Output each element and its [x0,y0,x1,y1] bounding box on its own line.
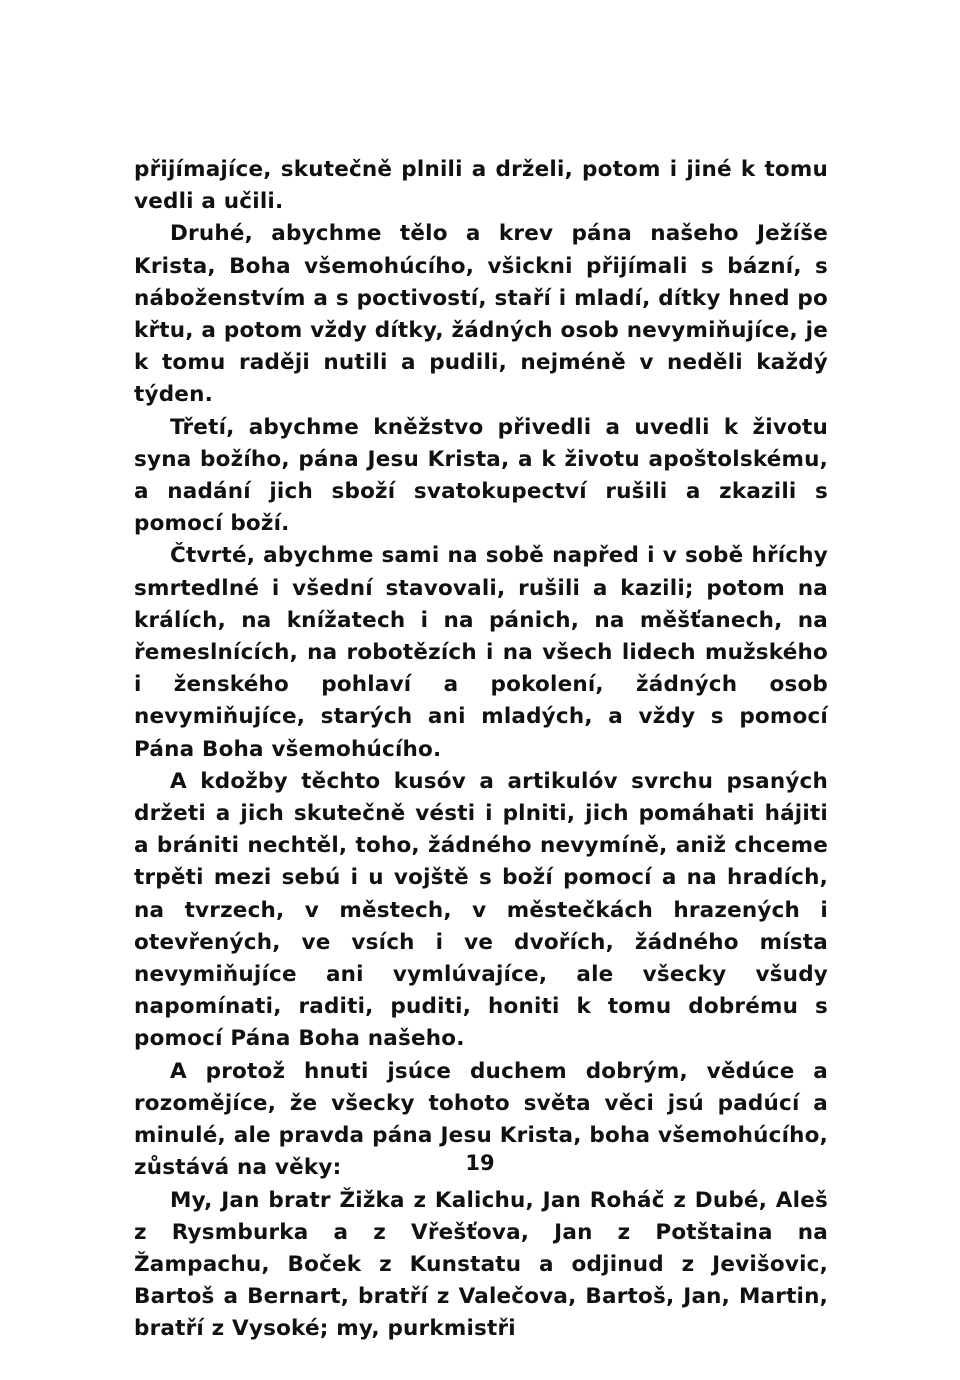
paragraph-second-article: Druhé, abychme tělo a krev pána našeho Ježíše Krista, Boha všemohúcího, všickni přijímali s bázní, s náboženstvím a s poctivostí, staří i mladí, dítky hned po křtu, a potom vždy dítky, žádných osob nevymiňujíce, je k tomu raději nutili a pudili, nejméně v neděli každý týden. [134,221,828,408]
paragraph-fourth-article: Čtvrté, abychme sami na sobě napřed i v sobě hříchy smrtedlné i všední stavovali, rušili a kazili; potom na králích, na knížatech i na pánich, na měšťanech, na řemeslnících, na robotězích i na všech lidech mužského i ženského pohlaví a pokolení, žádných osob nevymiňujíce, starých ani mladých, a vždy s pomocí Pána Boha všemohúcího. [134,543,828,762]
paragraph-third-article: Třetí, abychme kněžstvo přivedli a uvedli k životu syna božího, pána Jesu Krista, a k životu apoštolskému, a nadání jich sboží svatokupectví rušili a zkazili s pomocí boží. [134,414,828,537]
paragraph-enforcement: A kdožby těchto kusóv a artikulóv svrchu psaných držeti a jich skutečně vésti i plniti, jich pomáhati hájiti a brániti nechtěl, toho, žádného nevymíně, aniž chceme trpěti mezi sebú i u vojště s boží pomocí a na hradích, na tvrzech, v městech, v městečkách hrazených i otevřených, ve vsích i ve dvořích, žádného místa nevymiňujíce ani vymlúvajíce, ale všecky všudy napomínati, raditi, puditi, honiti k tomu dobrému s pomocí Pána Boha našeho. [134,768,828,1052]
paragraph-preamble: A protož hnuti jsúce duchem dobrým, vědúce a rozomějíce, že všecky tohoto světa věci jsú padúcí a minulé, ale pravda pána Jesu Krista, boha všemohúcího, zůstává na věky: [134,1058,828,1181]
paragraph-signatories: My, Jan bratr Žižka z Kalichu, Jan Roháč z Dubé, Aleš z Rysmburka a z Vřešťova, Jan z Potštaina na Žampachu, Boček z Kunstatu a odjinud z Jevišovic, Bartoš a Bernart, bratří z Valečova, Bartoš, Jan, Martin, bratří z Vysoké; my, purkmistři [134,1187,828,1342]
page-number: 19 [465,1151,495,1175]
paragraph-continuation: přijímajíce, skutečně plnili a drželi, potom i jiné k tomu vedli a učili. [134,157,828,215]
